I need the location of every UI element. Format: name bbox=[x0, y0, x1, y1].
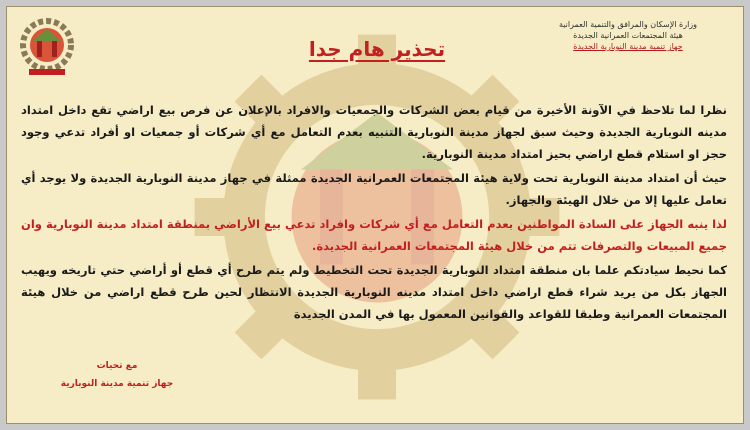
notice-body bbox=[21, 99, 727, 327]
authority-logo-icon bbox=[17, 15, 77, 79]
signature-line-1: مع تحيات bbox=[96, 361, 138, 371]
paragraph-2: حيث أن امتداد مدينة النوبارية تحت ولاية هيئة المجتمعات العمرانية الجديدة ممثلة في جهاز مدينة النوبارية الجديدة ولا يوجد أي تعامل عليها إلا من خلال الهيئة والجهاز. bbox=[21, 171, 727, 207]
ministry-line-2: هيئة المجتمعات العمرانية الجديدة bbox=[573, 31, 683, 40]
ministry-line-1: وزارة الإسكان والمرافق والتنمية العمرانية bbox=[558, 20, 698, 29]
document-page bbox=[6, 6, 744, 424]
warning-title: تحذير هام جدا bbox=[308, 37, 446, 61]
ministry-line-3: جهاز تنمية مدينة النوبارية الجديدة bbox=[573, 42, 683, 51]
signature-line-2: جهاز تنمية مدينة النوبارية bbox=[60, 379, 174, 389]
paragraph-1: نظرا لما تلاحظ في الآونة الأخيرة من قيام بعض الشركات والجمعيات والافراد بالإعلان عن فرص بيع اراضي تقع داخل امتداد مدينه النوبارية الجديدة وحيث سبق لجهاز مدينة النوبارية التنبيه بعدم التعامل مع أي شركات أو جمعيات او أفراد تدعي وجود حجز او استلام قطع اراضي بحيز امتداد مدينة النوبارية. bbox=[21, 103, 727, 161]
paragraph-4: كما نحيط سيادتكم علما بان منطقة امتداد النوبارية الجديدة تحت التخطيط ولم يتم طرح أي قطع أو أراضي حتي تاريخه ويهيب الجهاز بكل من يريد شراء قطع اراضي داخل امتداد مدينه النوبارية الجديدة الانتظار لحين طرح قطع اراضي من خلال هيئة المجتمعات العمرانية وطبقا للقواعد والقوانين المعمول بها في المدن الجديدة bbox=[21, 263, 727, 321]
paragraph-3: لذا ينبه الجهاز على السادة المواطنين بعدم التعامل مع أي شركات وافراد تدعي بيع الأراضي بمنطقة امتداد مدينة النوبارية وان جميع المبيعات والتصرفات تتم من خلال هيئة المجتمعات العمرانية الجديدة. bbox=[21, 217, 727, 253]
ministry-header bbox=[523, 19, 733, 52]
signature-block bbox=[47, 357, 187, 393]
